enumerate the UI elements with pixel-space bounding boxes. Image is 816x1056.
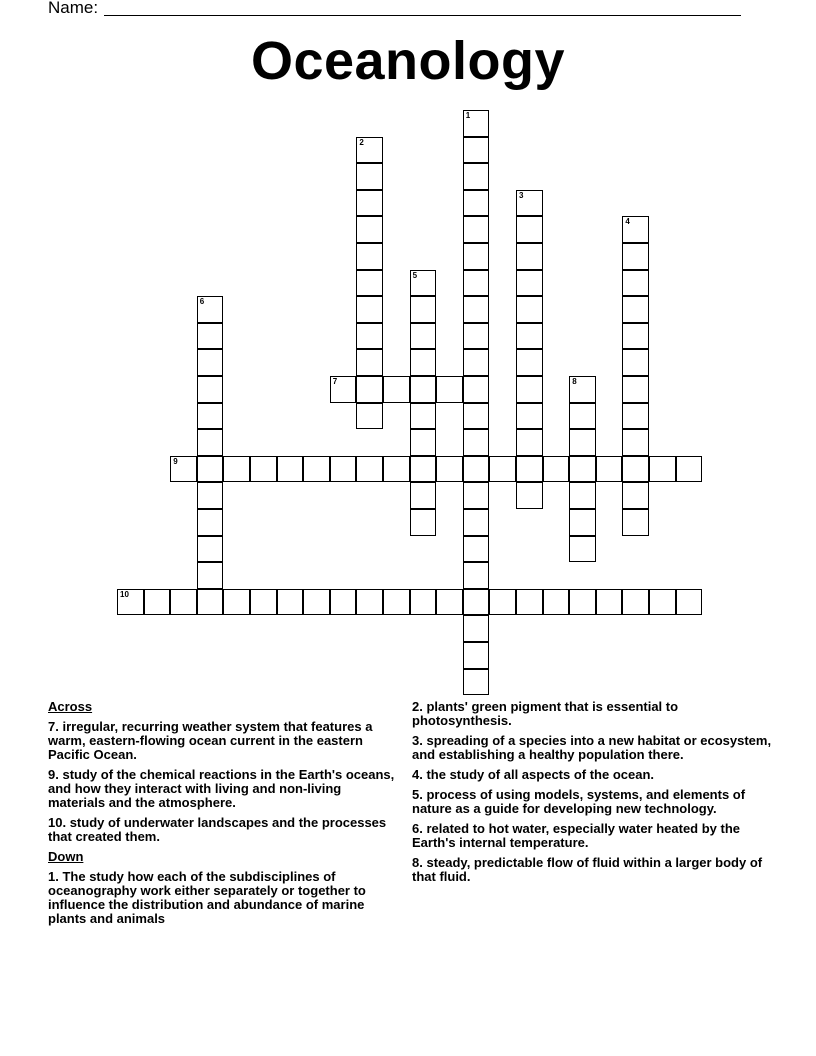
grid-cell[interactable] <box>622 270 649 297</box>
grid-cell[interactable] <box>622 456 649 483</box>
clue-number: 7 <box>332 377 338 386</box>
clue-number: 6 <box>199 297 205 307</box>
grid-cell[interactable] <box>622 509 649 536</box>
grid-cell[interactable] <box>463 429 490 456</box>
grid-cell[interactable] <box>463 243 490 270</box>
grid-cell[interactable] <box>410 509 437 536</box>
grid-cell[interactable] <box>622 216 649 243</box>
grid-cell[interactable] <box>197 296 224 323</box>
grid-cell[interactable] <box>197 589 224 616</box>
grid-cell[interactable] <box>277 589 304 616</box>
clue-number: 1 <box>465 111 471 120</box>
grid-cell[interactable] <box>356 589 383 616</box>
clues-left-column <box>48 700 398 932</box>
grid-cell[interactable] <box>463 376 490 403</box>
grid-cell[interactable] <box>410 589 437 616</box>
clue-number: 4 <box>625 217 630 227</box>
clue-down-8: 8. steady, predictable flow of fluid within a larger body of that fluid. <box>412 855 763 884</box>
grid-cell[interactable] <box>410 296 437 323</box>
clue-down-6: 6. related to hot water, especially water heated by the Earth's internal temperature. <box>412 821 741 850</box>
grid-cell[interactable] <box>197 429 224 456</box>
grid-cell[interactable] <box>516 376 543 403</box>
grid-cell[interactable] <box>356 216 383 243</box>
clue-down-3: 3. spreading of a species into a new habitat or ecosystem, and establishing a healthy population there. <box>412 733 772 762</box>
grid-cell[interactable] <box>516 323 543 350</box>
grid-cell[interactable] <box>223 456 250 483</box>
grid-cell[interactable] <box>463 456 490 483</box>
grid-cell[interactable] <box>676 589 703 616</box>
clue-number: 5 <box>412 270 418 280</box>
grid-cell[interactable] <box>463 403 490 430</box>
grid-cell[interactable] <box>463 642 490 669</box>
grid-cell[interactable] <box>463 562 490 589</box>
grid-cell[interactable] <box>330 456 357 483</box>
grid-cell[interactable] <box>596 456 623 483</box>
grid-cell[interactable] <box>569 509 596 536</box>
grid-cell[interactable] <box>250 589 277 616</box>
grid-cell[interactable] <box>170 589 197 616</box>
grid-cell[interactable] <box>463 270 490 297</box>
clue-number: 8 <box>572 377 577 386</box>
grid-cell[interactable] <box>463 163 490 190</box>
grid-cell[interactable] <box>463 137 490 164</box>
grid-cell[interactable] <box>356 190 383 217</box>
grid-cell[interactable] <box>463 349 490 376</box>
grid-cell[interactable] <box>463 482 490 509</box>
clue-number: 9 <box>173 456 178 466</box>
grid-cell[interactable] <box>330 589 357 616</box>
grid-cell[interactable] <box>543 456 570 483</box>
grid-cell[interactable] <box>516 403 543 430</box>
grid-cell[interactable] <box>436 456 463 483</box>
clue-across-9: 9. study of the chemical reactions in the Earth's oceans, and how they interact with living and non-living materials and the atmosphere. <box>48 767 395 810</box>
grid-cell[interactable] <box>649 589 676 616</box>
grid-cell[interactable] <box>596 589 623 616</box>
grid-cell[interactable] <box>356 349 383 376</box>
grid-cell[interactable] <box>330 376 357 403</box>
grid-cell[interactable] <box>489 456 516 483</box>
grid-cell[interactable] <box>463 190 490 217</box>
grid-cell[interactable] <box>197 562 224 589</box>
grid-cell[interactable] <box>516 456 543 483</box>
grid-cell[interactable] <box>463 110 490 137</box>
grid-cell[interactable] <box>516 482 543 509</box>
grid-cell[interactable] <box>356 376 383 403</box>
grid-cell[interactable] <box>569 536 596 563</box>
grid-cell[interactable] <box>197 376 224 403</box>
clue-down-1: 1. The study how each of the subdisciplines of oceanography work either separately or together to influence the distribution and abundance of marine plants and animals <box>48 869 366 926</box>
grid-cell[interactable] <box>516 349 543 376</box>
grid-cell[interactable] <box>197 456 224 483</box>
grid-cell[interactable] <box>197 349 224 376</box>
grid-cell[interactable] <box>410 456 437 483</box>
grid-cell[interactable] <box>569 589 596 616</box>
grid-cell[interactable] <box>463 615 490 642</box>
grid-cell[interactable] <box>463 536 490 563</box>
grid-cell[interactable] <box>410 376 437 403</box>
clue-number: 2 <box>359 137 364 147</box>
grid-cell[interactable] <box>436 589 463 616</box>
grid-cell[interactable] <box>516 296 543 323</box>
grid-cell[interactable] <box>356 456 383 483</box>
grid-cell[interactable] <box>436 376 463 403</box>
clue-across-7: 7. irregular, recurring weather system that features a warm, eastern-flowing ocean current in the eastern Pacific Ocean. <box>48 719 373 762</box>
grid-cell[interactable] <box>622 243 649 270</box>
grid-cell[interactable] <box>356 323 383 350</box>
grid-cell[interactable] <box>463 669 490 696</box>
grid-cell[interactable] <box>622 323 649 350</box>
grid-cell[interactable] <box>622 429 649 456</box>
grid-cell[interactable] <box>356 270 383 297</box>
name-label: Name: <box>48 0 99 17</box>
grid-cell[interactable] <box>383 376 410 403</box>
grid-cell[interactable] <box>622 376 649 403</box>
grid-cell[interactable] <box>516 270 543 297</box>
page-title: Oceanology <box>250 31 566 91</box>
grid-cell[interactable] <box>356 163 383 190</box>
grid-cell[interactable] <box>410 270 437 297</box>
grid-cell[interactable] <box>356 296 383 323</box>
grid-cell[interactable] <box>622 349 649 376</box>
grid-cell[interactable] <box>144 589 171 616</box>
grid-cell[interactable] <box>622 482 649 509</box>
grid-cell[interactable] <box>516 589 543 616</box>
grid-cell[interactable] <box>622 589 649 616</box>
grid-cell[interactable] <box>223 589 250 616</box>
clue-across-10: 10. study of underwater landscapes and the processes that created them. <box>48 815 387 844</box>
clues-right-column <box>412 700 772 890</box>
grid-cell[interactable] <box>516 243 543 270</box>
grid-cell[interactable] <box>197 482 224 509</box>
grid-cell[interactable] <box>197 536 224 563</box>
clue-down-4: 4. the study of all aspects of the ocean. <box>412 767 655 782</box>
grid-cell[interactable] <box>676 456 703 483</box>
across-heading: Across <box>48 699 93 714</box>
grid-cell[interactable] <box>463 216 490 243</box>
grid-cell[interactable] <box>463 589 490 616</box>
grid-cell[interactable] <box>383 589 410 616</box>
grid-cell[interactable] <box>303 456 330 483</box>
grid-cell[interactable] <box>463 296 490 323</box>
grid-cell[interactable] <box>489 589 516 616</box>
grid-cell[interactable] <box>250 456 277 483</box>
grid-cell[interactable] <box>569 429 596 456</box>
grid-cell[interactable] <box>356 137 383 164</box>
grid-cell[interactable] <box>622 403 649 430</box>
grid-cell[interactable] <box>170 456 197 483</box>
grid-cell[interactable] <box>277 456 304 483</box>
grid-cell[interactable] <box>516 216 543 243</box>
grid-cell[interactable] <box>516 429 543 456</box>
grid-cell[interactable] <box>569 376 596 403</box>
grid-cell[interactable] <box>569 456 596 483</box>
clue-down-2: 2. plants' green pigment that is essential to photosynthesis. <box>412 699 679 728</box>
grid-cell[interactable] <box>197 403 224 430</box>
grid-cell[interactable] <box>569 403 596 430</box>
grid-cell[interactable] <box>410 349 437 376</box>
clue-down-5: 5. process of using models, systems, and elements of nature as a guide for developing new technology. <box>412 787 746 816</box>
grid-cell[interactable] <box>622 296 649 323</box>
grid-cell[interactable] <box>197 323 224 350</box>
grid-cell[interactable] <box>117 589 144 616</box>
clue-number: 3 <box>519 190 524 200</box>
grid-cell[interactable] <box>410 403 437 430</box>
clue-number: 10 <box>120 589 129 599</box>
grid-cell[interactable] <box>543 589 570 616</box>
grid-cell[interactable] <box>356 243 383 270</box>
grid-cell[interactable] <box>303 589 330 616</box>
grid-cell[interactable] <box>463 509 490 536</box>
grid-cell[interactable] <box>463 323 490 350</box>
grid-cell[interactable] <box>410 429 437 456</box>
grid-cell[interactable] <box>516 190 543 217</box>
grid-cell[interactable] <box>649 456 676 483</box>
grid-cell[interactable] <box>197 509 224 536</box>
down-heading: Down <box>48 849 84 864</box>
grid-cell[interactable] <box>356 403 383 430</box>
grid-cell[interactable] <box>383 456 410 483</box>
grid-cell[interactable] <box>410 323 437 350</box>
grid-cell[interactable] <box>410 482 437 509</box>
grid-cell[interactable] <box>569 482 596 509</box>
